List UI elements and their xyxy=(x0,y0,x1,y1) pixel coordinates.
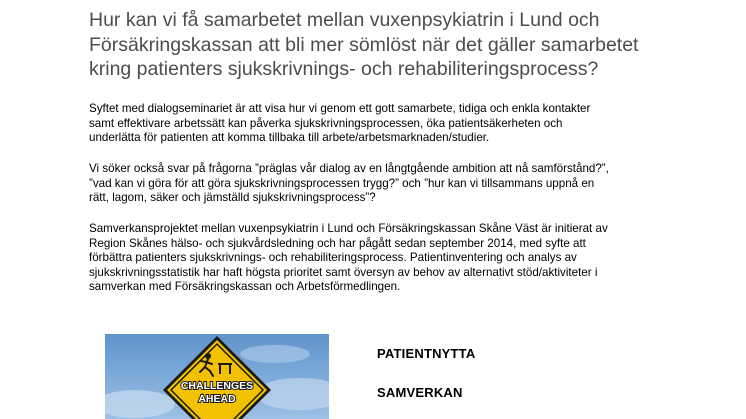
paragraph-line: Vi söker också svar på frågorna ”präglas vår dialog av en långtgående ambition att nå samförstånd?”, xyxy=(89,162,609,175)
paragraph-line: rätt, lagom, säker och jämställd sjukskrivningsprocess”? xyxy=(89,191,376,205)
paragraph-line: förbättra patienters sjukskrivnings- och rehabiliteringsprocess. Patientinventering och analys av xyxy=(89,251,577,265)
paragraph-purpose xyxy=(89,102,689,146)
paragraph-line: samverkan med Försäkringskassan och Arbetsförmedlingen. xyxy=(89,280,401,294)
page-heading xyxy=(89,8,729,82)
paragraph-line: Samverkansprojektet mellan vuxenpsykiatrin i Lund och Försäkringskassan Skåne Väst är initierat av xyxy=(89,222,608,235)
paragraph-line: underlätta för patienten att komma tillbaka till arbete/arbetsmarknaden/studier. xyxy=(89,131,490,145)
label-samverkan: SAMVERKAN xyxy=(377,385,463,400)
sign-text-line1: CHALLENGES xyxy=(180,380,254,392)
challenges-sign-illustration xyxy=(105,334,329,419)
paragraph-line: Region Skånes hälso- och sjukvårdsledning och har pågått sedan september 2014, med syfte att xyxy=(89,236,586,250)
heading-line: kring patienters sjukskrivnings- och rehabiliteringsprocess? xyxy=(89,58,599,80)
paragraph-questions xyxy=(89,162,689,206)
paragraph-line: sjukskrivningsstatistik har haft högsta prioritet samt översyn av behov av alternativt stöd/aktiviteter i xyxy=(89,265,598,279)
heading-line: Försäkringskassan att bli mer sömlöst när det gäller samarbetet xyxy=(89,33,639,56)
heading-line: Hur kan vi få samarbetet mellan vuxenpsykiatrin i Lund och xyxy=(89,9,600,31)
paragraph-line: Syftet med dialogseminariet är att visa hur vi genom ett gott samarbete, tidiga och enkla kontakter xyxy=(89,102,591,115)
paragraph-project xyxy=(89,222,689,295)
paragraph-line: samt effektivare arbetssätt kan påverka sjukskrivningsprocessen, öka patientsäkerheten och xyxy=(89,116,563,130)
label-patientnytta: PATIENTNYTTA xyxy=(377,346,476,361)
challenges-ahead-image xyxy=(105,334,329,419)
sign-text-line2: AHEAD xyxy=(198,393,236,405)
paragraph-line: ”vad kan vi göra för att göra sjukskrivningsprocessen trygg?” och ”hur kan vi tillsammans uppnå en xyxy=(89,176,595,190)
